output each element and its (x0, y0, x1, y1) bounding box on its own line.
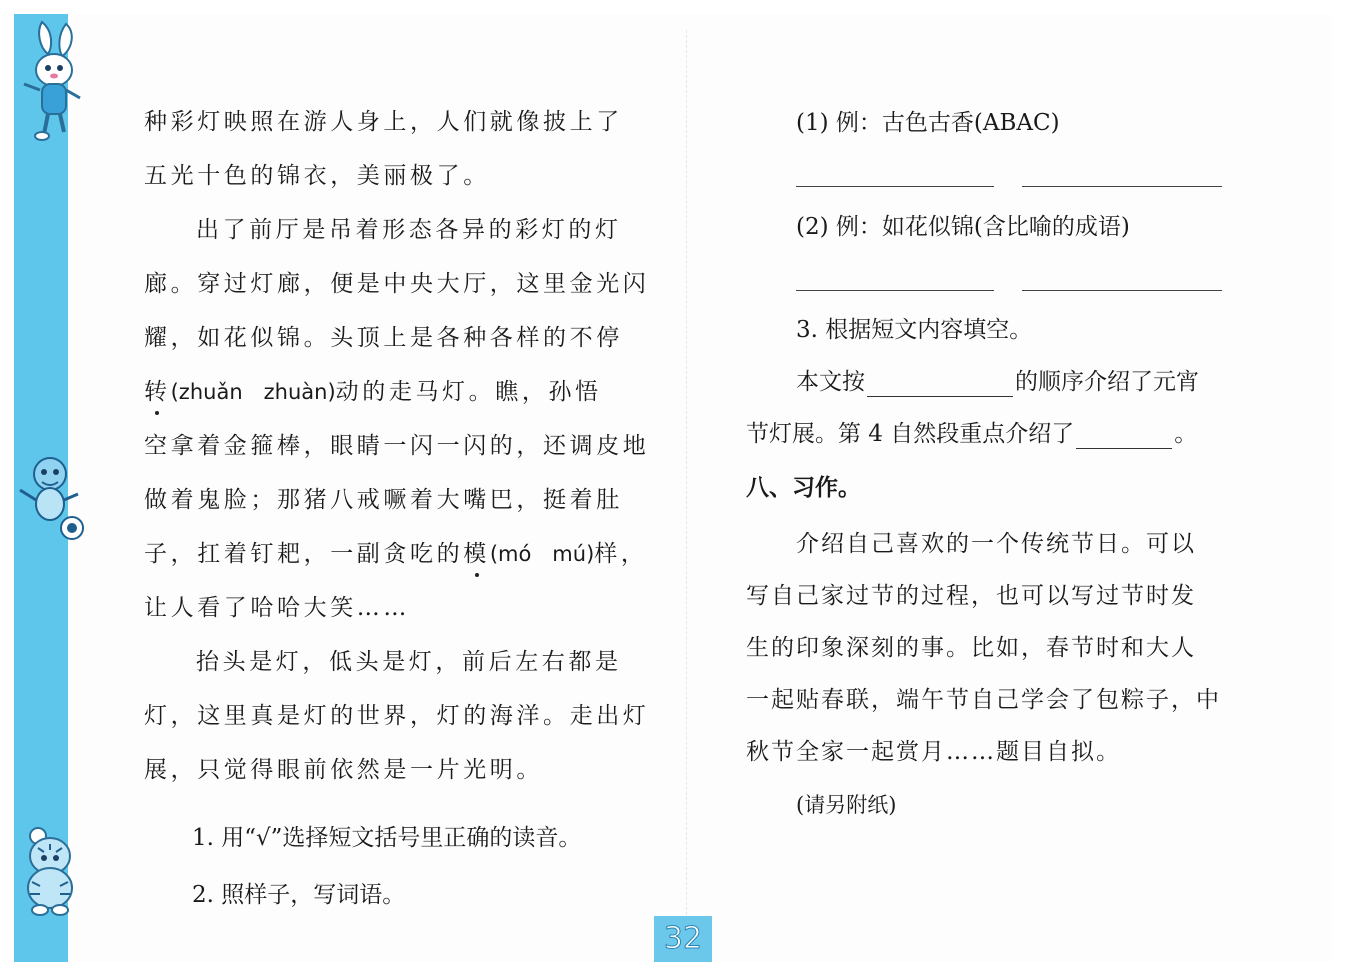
passage-line-with-pinyin (144, 539, 647, 569)
tiger-mascot-icon (16, 822, 82, 916)
page-number: 32 (654, 916, 712, 962)
sentence-text: 本文按 (796, 369, 865, 395)
sentence-text: 。 (1174, 421, 1198, 447)
sentence-text: 节灯展。第 4 自然段重点介绍了 (746, 421, 1075, 447)
question-3: 3. 根据短文内容填空。 (796, 317, 1033, 343)
passage-line: 出了前厅是吊着形态各异的彩灯的灯 (196, 217, 622, 243)
passage-text: 子，扛着钉耙，一副贪吃的 (144, 541, 464, 567)
essay-prompt-line: 介绍自己喜欢的一个传统节日。可以 (796, 531, 1196, 557)
fill-blank[interactable] (867, 370, 1013, 397)
passage-line: 展，只觉得眼前依然是一片光明。 (144, 757, 543, 783)
passage-line: 空拿着金箍棒，眼睛一闪一闪的，还调皮地 (144, 433, 650, 459)
passage-line: 廊。穿过灯廊，便是中央大厅，这里金光闪 (144, 271, 650, 297)
passage-line-with-pinyin (144, 377, 602, 407)
passage-line: 五光十色的锦衣，美丽极了。 (144, 163, 490, 189)
answer-blank[interactable] (796, 186, 994, 187)
emphasized-character: 模 (463, 541, 490, 567)
passage-text: 样， (594, 541, 648, 567)
passage-line: 让人看了哈哈大笑…… (144, 595, 410, 621)
fill-blank[interactable] (1076, 422, 1172, 449)
section-heading: 八、习作。 (746, 475, 861, 501)
question-1: 1. 用“√”选择短文括号里正确的读音。 (192, 825, 582, 851)
essay-prompt-line: 写自己家过节的过程，也可以写过节时发 (746, 583, 1196, 609)
attachment-note: (请另附纸) (796, 793, 897, 817)
essay-prompt-line: 生的印象深刻的事。比如，春节时和大人 (746, 635, 1196, 661)
passage-line: 耀，如花似锦。头顶上是各种各样的不停 (144, 325, 623, 351)
page-fold-divider (686, 30, 687, 930)
example-1: (1) 例：古色古香(ABAC) (796, 110, 1060, 136)
pinyin-choice-option[interactable]: (zhuǎn zhuàn) (170, 380, 336, 404)
essay-prompt-line: 一起贴春联，端午节自己学会了包粽子，中 (746, 687, 1221, 713)
question-2: 2. 照样子，写词语。 (192, 882, 406, 908)
passage-line: 抬头是灯，低头是灯，前后左右都是 (196, 649, 622, 675)
answer-blank[interactable] (796, 290, 994, 291)
example-2: (2) 例：如花似锦(含比喻的成语) (796, 214, 1130, 240)
essay-prompt-line: 秋节全家一起赏月……题目自拟。 (746, 739, 1121, 765)
passage-line: 做着鬼脸；那猪八戒噘着大嘴巴，挺着肚 (144, 487, 623, 513)
pinyin-choice-option[interactable]: (mó mú) (489, 542, 595, 566)
passage-text: 动的走马灯。瞧，孙悟 (335, 379, 602, 405)
rabbit-mascot-icon (14, 18, 90, 142)
fill-in-sentence (796, 367, 1199, 397)
passage-line: 种彩灯映照在游人身上，人们就像披上了 (144, 109, 623, 135)
answer-blank[interactable] (1022, 186, 1222, 187)
answer-blank[interactable] (1022, 290, 1222, 291)
passage-line: 灯，这里真是灯的世界，灯的海洋。走出灯 (144, 703, 650, 729)
monkey-mascot-icon (16, 450, 86, 542)
emphasized-character: 转 (144, 379, 171, 405)
sentence-text: 的顺序介绍了元宵 (1015, 369, 1199, 395)
fill-in-sentence (746, 419, 1197, 449)
